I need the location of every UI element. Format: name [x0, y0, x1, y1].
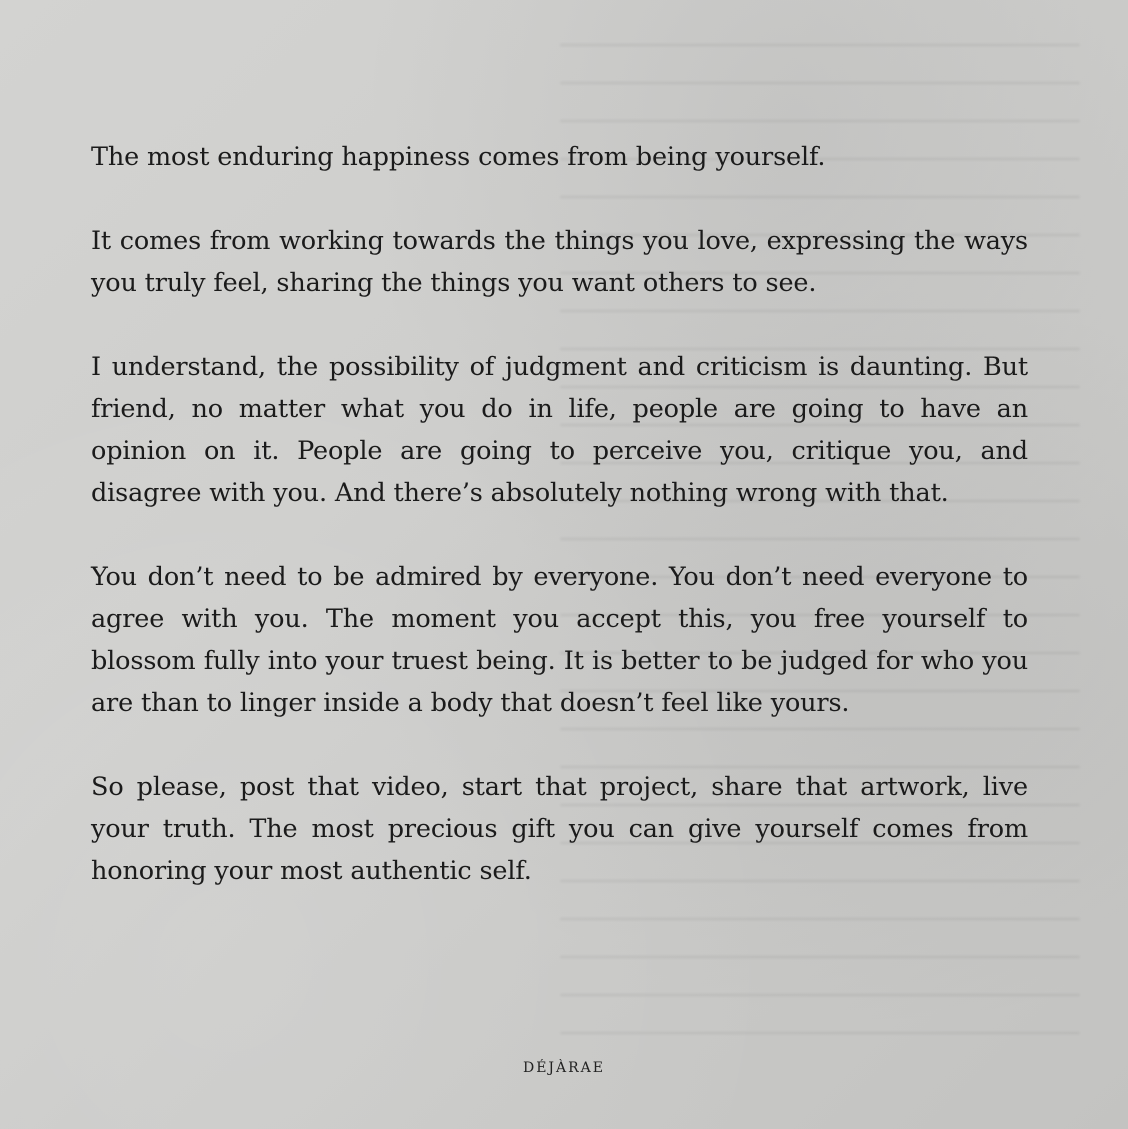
body-text — [91, 136, 1028, 934]
author-name: DÉJÀRAE — [522, 1060, 606, 1076]
paragraph-4: You don’t need to be admired by everyone. You don’t need everyone to agree with you. The moment you accept this, you free yourself to blossom fully into your truest being. It is better to be judged for who you are than to linger inside a body that doesn’t feel like yours. — [91, 562, 1028, 718]
paragraph-1: The most enduring happiness comes from being yourself. — [91, 142, 826, 172]
paragraph-5: So please, post that video, start that project, share that artwork, live your truth. The most precious gift you can give yourself comes from honoring your most authentic self. — [91, 772, 1028, 886]
paragraph-2: It comes from working towards the things you love, expressing the ways you truly feel, sharing the things you want others to see. — [91, 226, 1028, 298]
paragraph-3: I understand, the possibility of judgment and criticism is daunting. But friend, no matter what you do in life, people are going to have an opinion on it. People are going to perceive you, critique you, and disagree with you. And there’s absolutely nothing wrong with that. — [91, 352, 1028, 508]
